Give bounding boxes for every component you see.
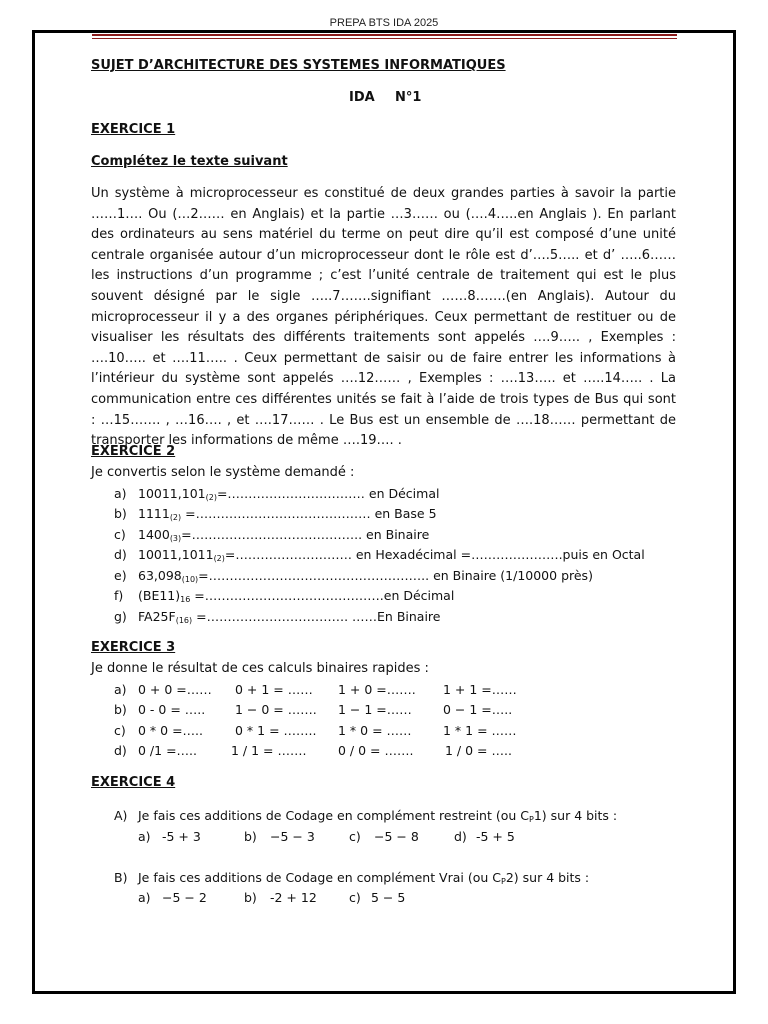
conversion-expression: $63,098_{(10)}=\dots\dots\dots\dots\dots\dots\dots\dots\dots\dots\dots\dots\dots\dots\dots\dots\dots$.. en Binaire (1/10000 près) — [138, 568, 593, 584]
conversion-expression: $FA25F_{(16)}$ =……………………………. ……En Binaire — [138, 609, 441, 625]
op-expression: −5 − 3 — [270, 829, 315, 844]
calc-cell: 1 − 0 = ……. — [235, 702, 317, 717]
conversion-expression: $10011,1011_{(2)}=\dots\dots\dots\dots\dots\dots\dots\dots\dots$. en Hexadécimal =………………….puis en Octal — [138, 547, 645, 563]
part-a-instruction: Je fais ces additions de Codage en complément restreint (ou $C_P1$) sur 4 bits : — [138, 808, 618, 824]
op-expression: −5 − 2 — [162, 890, 207, 905]
op-expression: -2 + 12 — [270, 890, 317, 905]
calc-cell: 1 − 1 =…… — [338, 702, 412, 717]
calc-cell: 1 / 0 = ….. — [445, 743, 512, 758]
op-expression: −5 − 8 — [374, 829, 419, 844]
op-marker: b) — [244, 829, 257, 844]
document-title: SUJET D’ARCHITECTURE DES SYSTEMES INFORMATIQUES — [91, 58, 506, 73]
op-marker: b) — [244, 890, 257, 905]
part-b-instruction: Je fais ces additions de Codage en complément Vrai (ou $C_P2$) sur 4 bits : — [138, 870, 590, 886]
exercise-1-instruction: Complétez le texte suivant — [91, 154, 288, 169]
class-label: IDA — [349, 90, 375, 105]
list-marker: b) — [114, 702, 127, 717]
op-expression: -5 + 3 — [162, 829, 201, 844]
subject-number: N°1 — [395, 90, 422, 105]
list-marker: e) — [114, 568, 127, 583]
calc-cell: 0 /1 =….. — [138, 743, 197, 758]
calc-cell: 0 * 1 = …….. — [235, 723, 317, 738]
conversion-expression: $(BE11)_{16}$ =…………………………………….en Décimal — [138, 588, 455, 604]
calc-cell: 0 - 0 = ….. — [138, 702, 206, 717]
op-expression: -5 + 5 — [476, 829, 515, 844]
op-marker: c) — [349, 829, 361, 844]
list-marker: A) — [114, 808, 128, 823]
op-expression: 5 − 5 — [371, 890, 406, 905]
op-marker: d) — [454, 829, 467, 844]
calc-cell: 1 + 1 =…… — [443, 682, 517, 697]
conversion-expression: $1111_{(2)}$ =…………………………………… en Base 5 — [138, 506, 437, 522]
calc-cell: 1 * 1 = …… — [443, 723, 517, 738]
exercise-3-heading: EXERCICE 3 — [91, 640, 176, 655]
list-marker: c) — [114, 723, 126, 738]
conversion-expression: $10011,101_{(2)}=\dots\dots\dots\dots\dots\dots\dots\dots\dots\dots\dots$ en Décimal — [138, 486, 440, 502]
exercise-2-intro: Je convertis selon le système demandé : — [91, 465, 355, 480]
page-header: PREPA BTS IDA 2025 — [329, 17, 439, 29]
calc-cell: 0 / 0 = ……. — [338, 743, 414, 758]
list-marker: a) — [114, 682, 127, 697]
op-marker: a) — [138, 829, 151, 844]
conversion-expression: $1400_{(3)}=\dots\dots\dots\dots\dots\dots\dots\dots\dots\dots\dots\dots\dots$.. en Binaire — [138, 527, 430, 543]
op-marker: a) — [138, 890, 151, 905]
calc-cell: 0 + 1 = …… — [235, 682, 313, 697]
list-marker: b) — [114, 506, 127, 521]
exercise-1-heading: EXERCICE 1 — [91, 122, 176, 137]
calc-cell: 1 / 1 = ……. — [231, 743, 307, 758]
calc-cell: 0 + 0 =…… — [138, 682, 212, 697]
calc-cell: 0 − 1 =….. — [443, 702, 513, 717]
list-marker: a) — [114, 486, 127, 501]
list-marker: g) — [114, 609, 127, 624]
list-marker: d) — [114, 547, 127, 562]
list-marker: B) — [114, 870, 128, 885]
calc-cell: 1 * 0 = …… — [338, 723, 412, 738]
calc-cell: 0 * 0 =….. — [138, 723, 203, 738]
exercise-1-paragraph: Un système à microprocesseur es constitué de deux grandes parties à savoir la partie ……1…. Ou (…2…… en Anglais) et la partie …3…… ou (….4…..en Anglais ). En parlant des ordinateurs au sens matériel du terme on peut dire qu’il est composé d’une unité centrale organisée autour d’un microprocesseur dont le rôle est d’….5….. et d’ …..6…… les instructions d’un programme ; c’est l’unité centrale de traitement qui est le plus souvent désigné par le sigle …..7…….signifiant ……8…….(en Anglais). Autour du microprocesseur il y a des organes périphériques. Ceux permettant de restituer ou de visualiser les résultats des différents traitements sont appelés ….9….. , Exemples : ….10….. et ….11….. . Ceux permettant de saisir ou de faire entrer les informations à l’intérieur du système sont appelés ….12…… , Exemples : ….13….. et …..14….. . La communication entre ces différentes unités se fait à l’aide de trois types de Bus qui sont : …15……. , …16…. , et ….17…… . Le Bus est un ensemble de ….18…… permettant de transporter les informations de même ….19…. . — [91, 186, 676, 449]
calc-cell: 1 + 0 =……. — [338, 682, 416, 697]
op-marker: c) — [349, 890, 361, 905]
exercise-2-heading: EXERCICE 2 — [91, 444, 176, 459]
exercise-3-intro: Je donne le résultat de ces calculs binaires rapides : — [91, 661, 429, 676]
list-marker: f) — [114, 588, 124, 603]
list-marker: d) — [114, 743, 127, 758]
exercise-4-heading: EXERCICE 4 — [91, 775, 176, 790]
list-marker: c) — [114, 527, 126, 542]
